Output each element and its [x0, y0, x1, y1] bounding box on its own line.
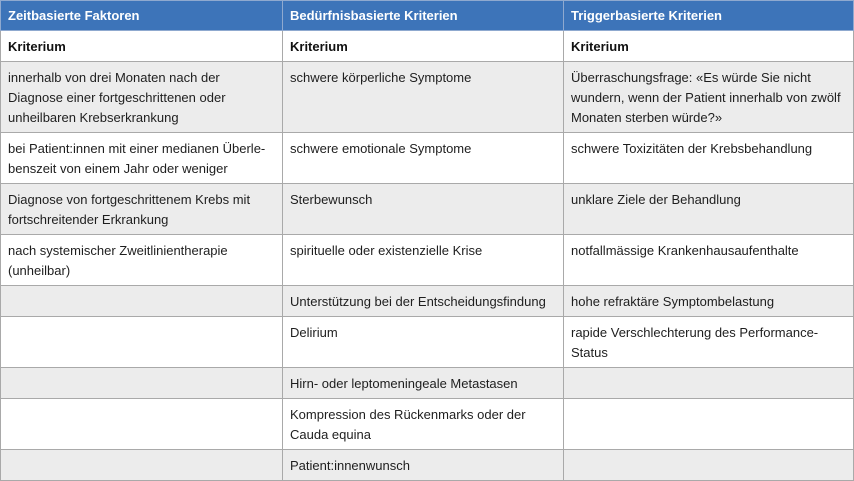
table-cell: innerhalb von drei Monaten nach der Diagnose einer fortgeschrittenen oder unheilbaren Krebserkrankung: [1, 62, 283, 133]
table-cell: Sterbewunsch: [283, 184, 564, 235]
subheader-row: [1, 31, 854, 62]
table-cell: rapide Verschlechterung des Performance-Status: [564, 317, 854, 368]
table-row: [1, 399, 854, 450]
table-cell: [1, 286, 283, 317]
header-time-based: Zeitbasierte Faktoren: [1, 1, 283, 31]
table-row: [1, 133, 854, 184]
table-cell: notfallmässige Krankenhausaufenthalte: [564, 235, 854, 286]
table-row: [1, 286, 854, 317]
table-row: [1, 368, 854, 399]
table-cell: Überraschungsfrage: «Es würde Sie nicht wundern, wenn der Patient innerhalb von zwölf Monaten sterben würde?»: [564, 62, 854, 133]
table-row: [1, 62, 854, 133]
table-row: [1, 317, 854, 368]
table-cell: Kompression des Rückenmarks oder der Cauda equina: [283, 399, 564, 450]
table-cell: Unterstützung bei der Entscheidungsfindung: [283, 286, 564, 317]
table-row: [1, 184, 854, 235]
header-row: [1, 1, 854, 31]
header-trigger-based: Triggerbasierte Kriterien: [564, 1, 854, 31]
table-cell: Hirn- oder leptomeningeale Metastasen: [283, 368, 564, 399]
subheader-cell: Kriterium: [1, 31, 283, 62]
table-cell: schwere körperliche Symptome: [283, 62, 564, 133]
table-cell: nach systemischer Zweitlinientherapie (unheilbar): [1, 235, 283, 286]
subheader-cell: Kriterium: [283, 31, 564, 62]
subheader-cell: Kriterium: [564, 31, 854, 62]
table-cell: Patient:innenwunsch: [283, 450, 564, 481]
table-cell: schwere emotionale Symptome: [283, 133, 564, 184]
table-cell: [1, 317, 283, 368]
table-cell: [564, 399, 854, 450]
table-cell: Delirium: [283, 317, 564, 368]
table-cell: bei Patient:innen mit einer medianen Überle-benszeit von einem Jahr oder weniger: [1, 133, 283, 184]
table-cell: spirituelle oder existenzielle Krise: [283, 235, 564, 286]
header-needs-based: Bedürfnisbasierte Kriterien: [283, 1, 564, 31]
table-cell: Diagnose von fortgeschrittenem Krebs mit fortschreitender Erkrankung: [1, 184, 283, 235]
table-row: [1, 235, 854, 286]
table-cell: unklare Ziele der Behandlung: [564, 184, 854, 235]
table-cell: hohe refraktäre Symptombelastung: [564, 286, 854, 317]
table-cell: [1, 399, 283, 450]
table-cell: schwere Toxizitäten der Krebsbehandlung: [564, 133, 854, 184]
table-cell: [1, 450, 283, 481]
table-cell: [564, 368, 854, 399]
table-cell: [1, 368, 283, 399]
table-cell: [564, 450, 854, 481]
table-row: [1, 450, 854, 481]
